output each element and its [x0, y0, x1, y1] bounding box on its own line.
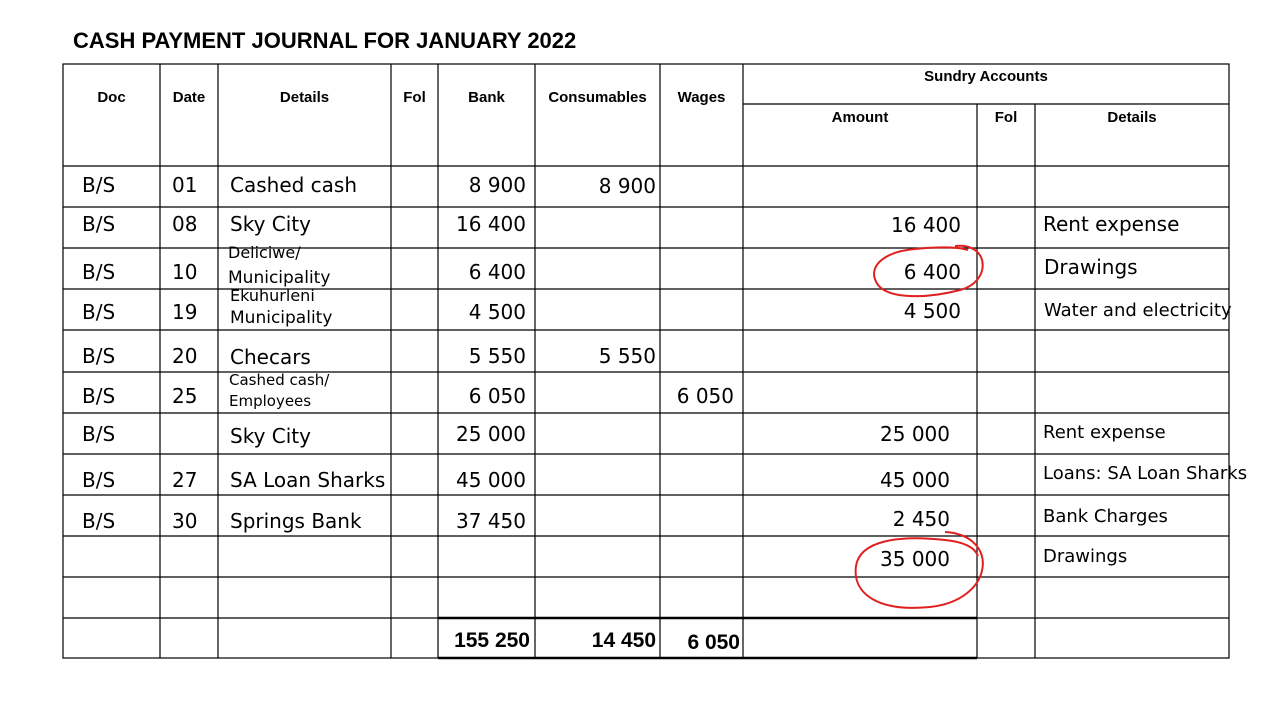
- row-7-amount: 25 000: [880, 422, 950, 446]
- header-bank: Bank: [468, 89, 505, 106]
- row-9-details: Springs Bank: [230, 509, 362, 533]
- page-title: CASH PAYMENT JOURNAL FOR JANUARY 2022: [73, 28, 577, 53]
- row-3-details-line1: Deliciwe/: [228, 243, 301, 262]
- row-2-details: Sky City: [230, 212, 311, 236]
- row-4-doc: B/S: [82, 300, 116, 324]
- header-sundry-details: Details: [1107, 109, 1157, 126]
- row-8-date: 27: [172, 468, 198, 492]
- row-4-details-line2: Municipality: [230, 308, 333, 328]
- header-date: Date: [172, 89, 206, 106]
- row-4-details-line1: Ekuhurleni: [230, 286, 315, 305]
- row-1-details: Cashed cash: [230, 173, 358, 197]
- row-2-date: 08: [172, 212, 198, 236]
- row-1-doc: B/S: [82, 173, 116, 197]
- row-8-details: SA Loan Sharks: [230, 468, 386, 492]
- header-sundry-fol: Fol: [994, 109, 1018, 126]
- row-6-wages: 6 050: [676, 384, 734, 408]
- header-wages: Wages: [677, 89, 726, 106]
- row-3-sundry-details: Drawings: [1044, 255, 1138, 279]
- row-6-doc: B/S: [82, 384, 116, 408]
- row-3-doc: B/S: [82, 260, 116, 284]
- row-6-details-line2: Employees: [229, 392, 312, 410]
- row-4-amount: 4 500: [903, 299, 961, 323]
- row-3-date: 10: [172, 260, 198, 284]
- row-1-consumables: 8 900: [598, 174, 656, 198]
- row-10-amount: 35 000: [880, 547, 950, 571]
- row-5-consumables: 5 550: [598, 344, 656, 368]
- row-10-sundry-details: Drawings: [1043, 546, 1128, 567]
- row-3-amount: 6 400: [903, 260, 961, 284]
- header-fol: Fol: [403, 89, 426, 106]
- row-8-bank: 45 000: [456, 468, 526, 492]
- row-3-details-line2: Municipality: [228, 268, 331, 288]
- total-wages: 6 050: [687, 631, 740, 654]
- total-consumables: 14 450: [591, 629, 656, 652]
- row-9-date: 30: [172, 509, 198, 533]
- total-bank: 155 250: [454, 629, 530, 652]
- row-7-bank: 25 000: [456, 422, 526, 446]
- row-9-bank: 37 450: [456, 509, 526, 533]
- header-consumables: Consumables: [548, 89, 647, 106]
- row-6-details-line1: Cashed cash/: [229, 371, 330, 389]
- header-doc: Doc: [97, 89, 126, 106]
- row-6-date: 25: [172, 384, 198, 408]
- header-sundry-accounts: Sundry Accounts: [924, 68, 1048, 85]
- row-3-bank: 6 400: [468, 260, 526, 284]
- row-1-bank: 8 900: [468, 173, 526, 197]
- row-4-sundry-details: Water and electricity: [1044, 300, 1232, 321]
- row-5-details: Checars: [230, 345, 311, 369]
- row-2-bank: 16 400: [456, 212, 526, 236]
- row-5-date: 20: [172, 344, 198, 368]
- row-8-sundry-details: Loans: SA Loan Sharks: [1043, 463, 1248, 484]
- row-7-doc: B/S: [82, 422, 116, 446]
- row-7-details: Sky City: [230, 424, 311, 448]
- row-4-bank: 4 500: [468, 300, 526, 324]
- row-9-sundry-details: Bank Charges: [1043, 506, 1168, 527]
- row-8-amount: 45 000: [880, 468, 950, 492]
- row-9-doc: B/S: [82, 509, 116, 533]
- row-5-bank: 5 550: [468, 344, 526, 368]
- row-9-amount: 2 450: [892, 507, 950, 531]
- header-amount: Amount: [831, 109, 889, 126]
- row-2-doc: B/S: [82, 212, 116, 236]
- row-1-date: 01: [172, 173, 198, 197]
- row-7-sundry-details: Rent expense: [1043, 422, 1166, 443]
- header-details: Details: [279, 89, 330, 106]
- row-2-sundry-details: Rent expense: [1043, 212, 1180, 236]
- row-6-bank: 6 050: [468, 384, 526, 408]
- row-5-doc: B/S: [82, 344, 116, 368]
- row-8-doc: B/S: [82, 468, 116, 492]
- row-2-amount: 16 400: [891, 213, 961, 237]
- row-4-date: 19: [172, 300, 198, 324]
